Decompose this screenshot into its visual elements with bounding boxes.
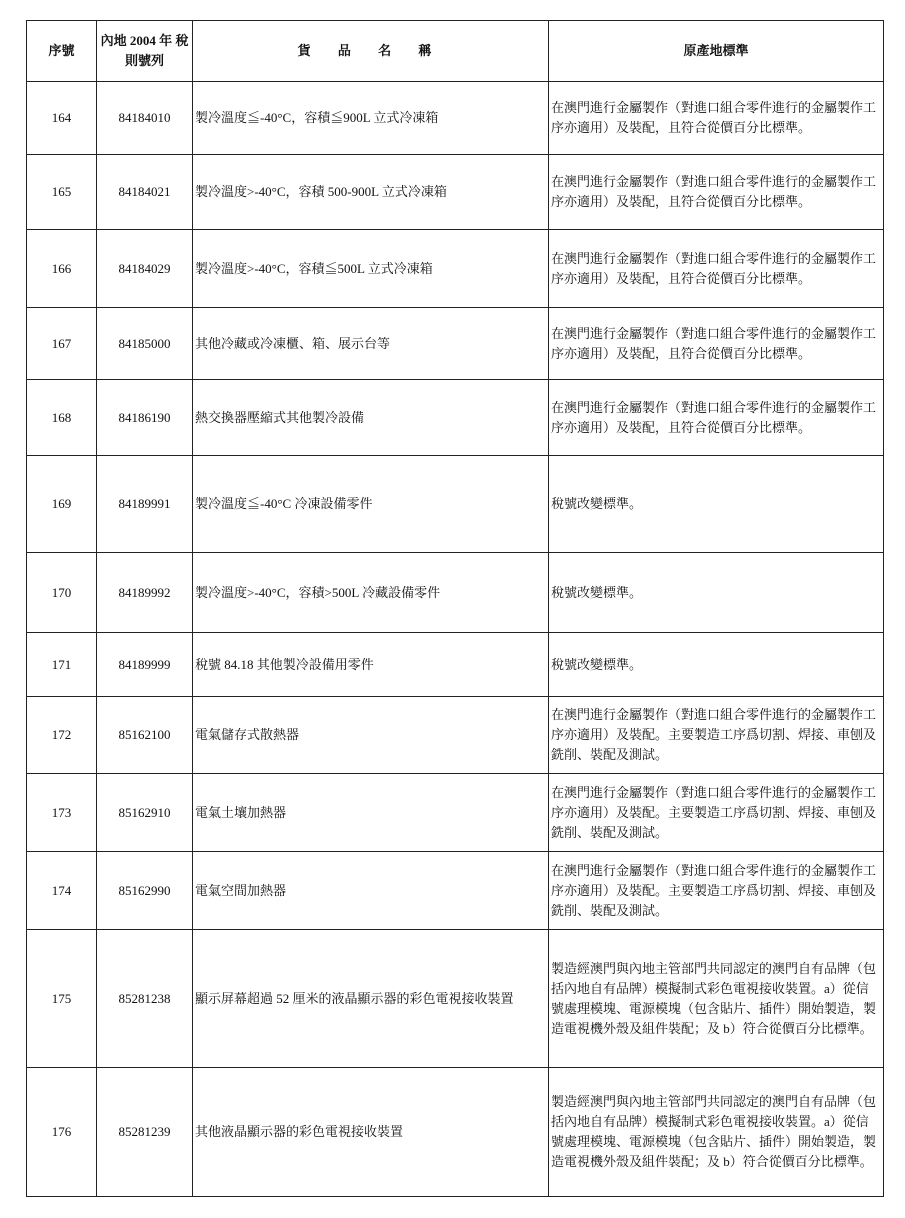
header-code: 內地 2004 年 稅則號列 xyxy=(97,21,193,82)
row-name: 顯示屏幕超過 52 厘米的液晶顯示器的彩色電視接收裝置 xyxy=(193,930,549,1068)
row-origin: 稅號改變標準。 xyxy=(549,553,884,633)
table-row xyxy=(27,633,884,697)
row-seq: 167 xyxy=(27,308,97,380)
row-origin: 在澳門進行金屬製作（對進口組合零件進行的金屬製作工序亦適用）及裝配。主要製造工序爲切割、焊接、車刨及銑削、裝配及測試。 xyxy=(549,697,884,774)
header-seq: 序號 xyxy=(27,21,97,82)
table-row xyxy=(27,230,884,308)
row-code: 85162100 xyxy=(97,697,193,774)
row-origin: 在澳門進行金屬製作（對進口組合零件進行的金屬製作工序亦適用）及裝配，且符合從價百分比標準。 xyxy=(549,230,884,308)
table-row xyxy=(27,1068,884,1197)
row-origin: 在澳門進行金屬製作（對進口組合零件進行的金屬製作工序亦適用）及裝配。主要製造工序爲切割、焊接、車刨及銑削、裝配及測試。 xyxy=(549,852,884,930)
row-origin: 稅號改變標準。 xyxy=(549,456,884,553)
row-code: 85281238 xyxy=(97,930,193,1068)
row-code: 84189999 xyxy=(97,633,193,697)
header-origin: 原產地標準 xyxy=(549,21,884,82)
row-name: 其他液晶顯示器的彩色電視接收裝置 xyxy=(193,1068,549,1197)
row-name: 製冷溫度≦-40°C，容積≦900L 立式冷凍箱 xyxy=(193,82,549,155)
row-seq: 166 xyxy=(27,230,97,308)
row-code: 85162910 xyxy=(97,774,193,852)
row-name: 稅號 84.18 其他製冷設備用零件 xyxy=(193,633,549,697)
header-row xyxy=(27,21,884,82)
row-origin: 製造經澳門與內地主管部門共同認定的澳門自有品牌（包括內地自有品牌）模擬制式彩色電視接收裝置。a）從信號處理模塊、電源模塊（包含貼片、插件）開始製造，製造電視機外殼及組件裝配；及 b）符合從價百分比標準。 xyxy=(549,1068,884,1197)
header-name: 貨 品 名 稱 xyxy=(193,21,549,82)
row-code: 84184021 xyxy=(97,155,193,230)
row-name: 其他冷藏或冷凍櫃、箱、展示台等 xyxy=(193,308,549,380)
row-name: 製冷溫度>-40°C，容積>500L 冷藏設備零件 xyxy=(193,553,549,633)
row-origin: 在澳門進行金屬製作（對進口組合零件進行的金屬製作工序亦適用）及裝配，且符合從價百分比標準。 xyxy=(549,380,884,456)
row-origin: 在澳門進行金屬製作（對進口組合零件進行的金屬製作工序亦適用）及裝配。主要製造工序爲切割、焊接、車刨及銑削、裝配及測試。 xyxy=(549,774,884,852)
row-seq: 174 xyxy=(27,852,97,930)
table-row xyxy=(27,456,884,553)
row-code: 84189991 xyxy=(97,456,193,553)
row-name: 電氣空間加熱器 xyxy=(193,852,549,930)
row-code: 84185000 xyxy=(97,308,193,380)
row-name: 製冷溫度>-40°C，容積 500-900L 立式冷凍箱 xyxy=(193,155,549,230)
row-seq: 164 xyxy=(27,82,97,155)
row-origin: 在澳門進行金屬製作（對進口組合零件進行的金屬製作工序亦適用）及裝配，且符合從價百分比標準。 xyxy=(549,308,884,380)
row-code: 85281239 xyxy=(97,1068,193,1197)
row-origin: 在澳門進行金屬製作（對進口組合零件進行的金屬製作工序亦適用）及裝配，且符合從價百分比標準。 xyxy=(549,82,884,155)
row-name: 電氣土壤加熱器 xyxy=(193,774,549,852)
row-seq: 172 xyxy=(27,697,97,774)
row-name: 製冷溫度≦-40°C 冷凍設備零件 xyxy=(193,456,549,553)
row-seq: 171 xyxy=(27,633,97,697)
row-code: 84189992 xyxy=(97,553,193,633)
row-seq: 168 xyxy=(27,380,97,456)
table-row xyxy=(27,553,884,633)
row-code: 84186190 xyxy=(97,380,193,456)
table-row xyxy=(27,930,884,1068)
row-code: 84184010 xyxy=(97,82,193,155)
row-seq: 165 xyxy=(27,155,97,230)
table-row xyxy=(27,155,884,230)
row-seq: 170 xyxy=(27,553,97,633)
table-row xyxy=(27,82,884,155)
row-seq: 173 xyxy=(27,774,97,852)
row-origin: 在澳門進行金屬製作（對進口組合零件進行的金屬製作工序亦適用）及裝配，且符合從價百分比標準。 xyxy=(549,155,884,230)
row-origin: 稅號改變標準。 xyxy=(549,633,884,697)
table-row xyxy=(27,774,884,852)
row-origin: 製造經澳門與內地主管部門共同認定的澳門自有品牌（包括內地自有品牌）模擬制式彩色電視接收裝置。a）從信號處理模塊、電源模塊（包含貼片、插件）開始製造，製造電視機外殼及組件裝配；及 b）符合從價百分比標準。 xyxy=(549,930,884,1068)
row-name: 製冷溫度>-40°C，容積≦500L 立式冷凍箱 xyxy=(193,230,549,308)
rules-of-origin-table xyxy=(26,20,884,1197)
row-name: 電氣儲存式散熱器 xyxy=(193,697,549,774)
table-row xyxy=(27,380,884,456)
row-code: 84184029 xyxy=(97,230,193,308)
table-row xyxy=(27,697,884,774)
row-code: 85162990 xyxy=(97,852,193,930)
row-seq: 175 xyxy=(27,930,97,1068)
row-seq: 176 xyxy=(27,1068,97,1197)
row-seq: 169 xyxy=(27,456,97,553)
table-row xyxy=(27,852,884,930)
row-name: 熱交換器壓縮式其他製冷設備 xyxy=(193,380,549,456)
table-row xyxy=(27,308,884,380)
